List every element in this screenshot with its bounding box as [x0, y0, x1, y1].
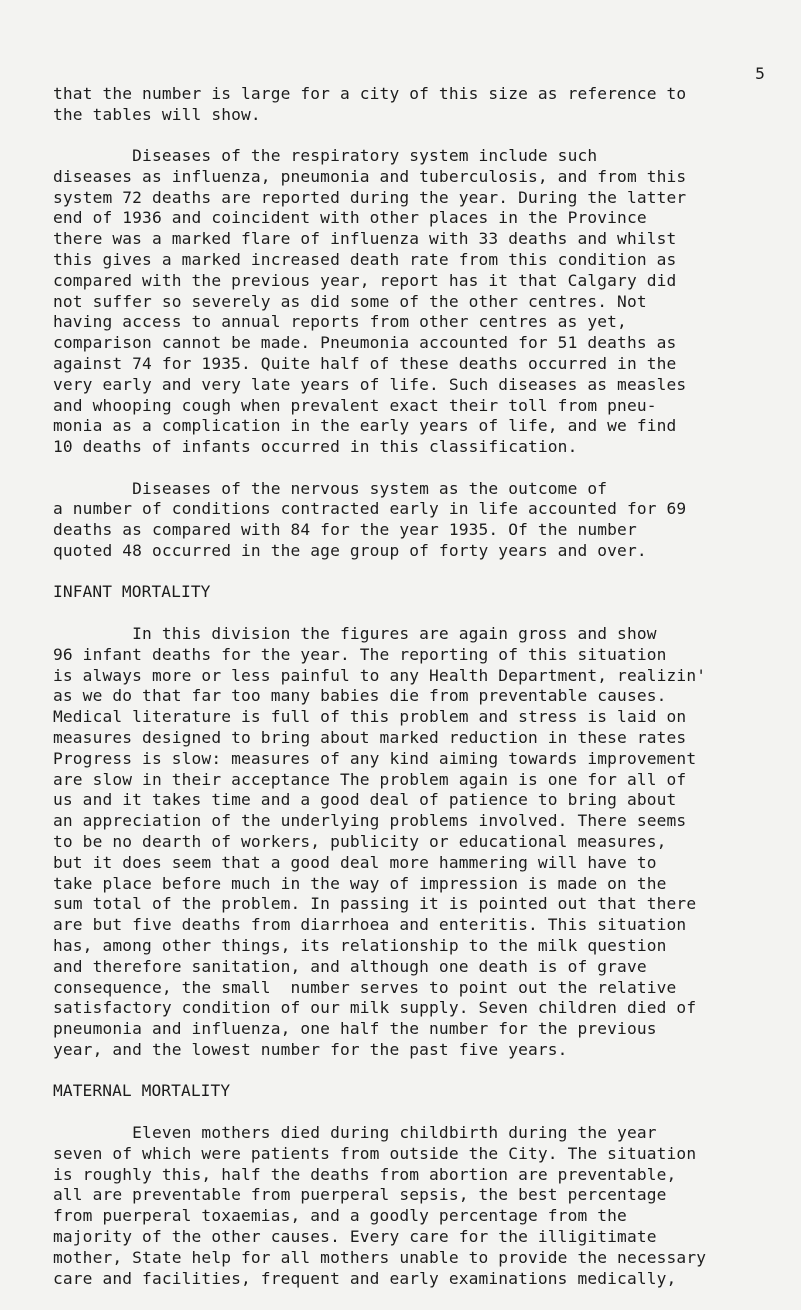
paragraph-intro-continuation: that the number is large for a city of this size as reference to the tables will show.: [53, 84, 687, 124]
section-heading-maternal-mortality: MATERNAL MORTALITY: [53, 1081, 231, 1101]
page-number: 5: [755, 64, 765, 83]
paragraph-infant-mortality: In this division the figures are again gross and show 96 infant deaths for the year. The reporting of this situation is always more or less painful to any Health Department, realizin' as we do that far too many babies die from preventable causes. Medical literature is full of this problem and stress is laid on measures designed to bring about marked reduction in these rates Progress is slow: measures of any kind aiming towards improvement are slow in their acceptance The problem again is one for all of us and it takes time and a good deal of patience to bring about an appreciation of the underlying problems involved. There seems to be no dearth of workers, publicity or educational measures, but it does seem that a good deal more hammering will have to take place before much in the way of impression is made on the sum total of the problem. In passing it is pointed out that there are but five deaths from diarrhoea and enteritis. This situation has, among other things, its relationship to the milk question and therefore sanitation, and although one death is of grave consequence, the small number serves to point out the relative satisfactory condition of our milk supply. Seven children died of pneumonia and influenza, one half the number for the previous year, and the lowest number for the past five years.: [53, 624, 707, 1059]
paragraph-maternal-mortality: Eleven mothers died during childbirth during the year seven of which were patients from outside the City. The situation is roughly this, half the deaths from abortion are preventable, all are preventable from puerperal sepsis, the best percentage from puerperal toxaemias, and a goodly percentage from the majority of the other causes. Every care for the illigitimate mother, State help for all mothers unable to provide the necessary care and facilities, frequent and early examinations medically,: [53, 1123, 707, 1288]
paragraph-nervous-system-diseases: Diseases of the nervous system as the outcome of a number of conditions contracted early in life accounted for 69 deaths as compared with 84 for the year 1935. Of the number quoted 48 occurred in the age group of forty years and over.: [53, 478, 687, 560]
paragraph-respiratory-diseases: Diseases of the respiratory system include such diseases as influenza, pneumonia and tuberculosis, and from this system 72 deaths are reported during the year. During the latter end of 1936 and coincident with other places in the Province there was a marked flare of influenza with 33 deaths and whilst this gives a marked increased death rate from this condition as compared with the previous year, report has it that Calgary did not suffer so severely as did some of the other centres. Not having access to annual reports from other centres as yet, comparison cannot be made. Pneumonia accounted for 51 deaths as against 74 for 1935. Quite half of these deaths occurred in the very early and very late years of life. Such diseases as measles and whooping cough when prevalent exact their toll from pneu- monia as a complication in the early years of life, and we find 10 deaths of infants occurred in this classification.: [53, 146, 687, 457]
document-body: [53, 84, 773, 1310]
section-heading-infant-mortality: INFANT MORTALITY: [53, 582, 211, 602]
